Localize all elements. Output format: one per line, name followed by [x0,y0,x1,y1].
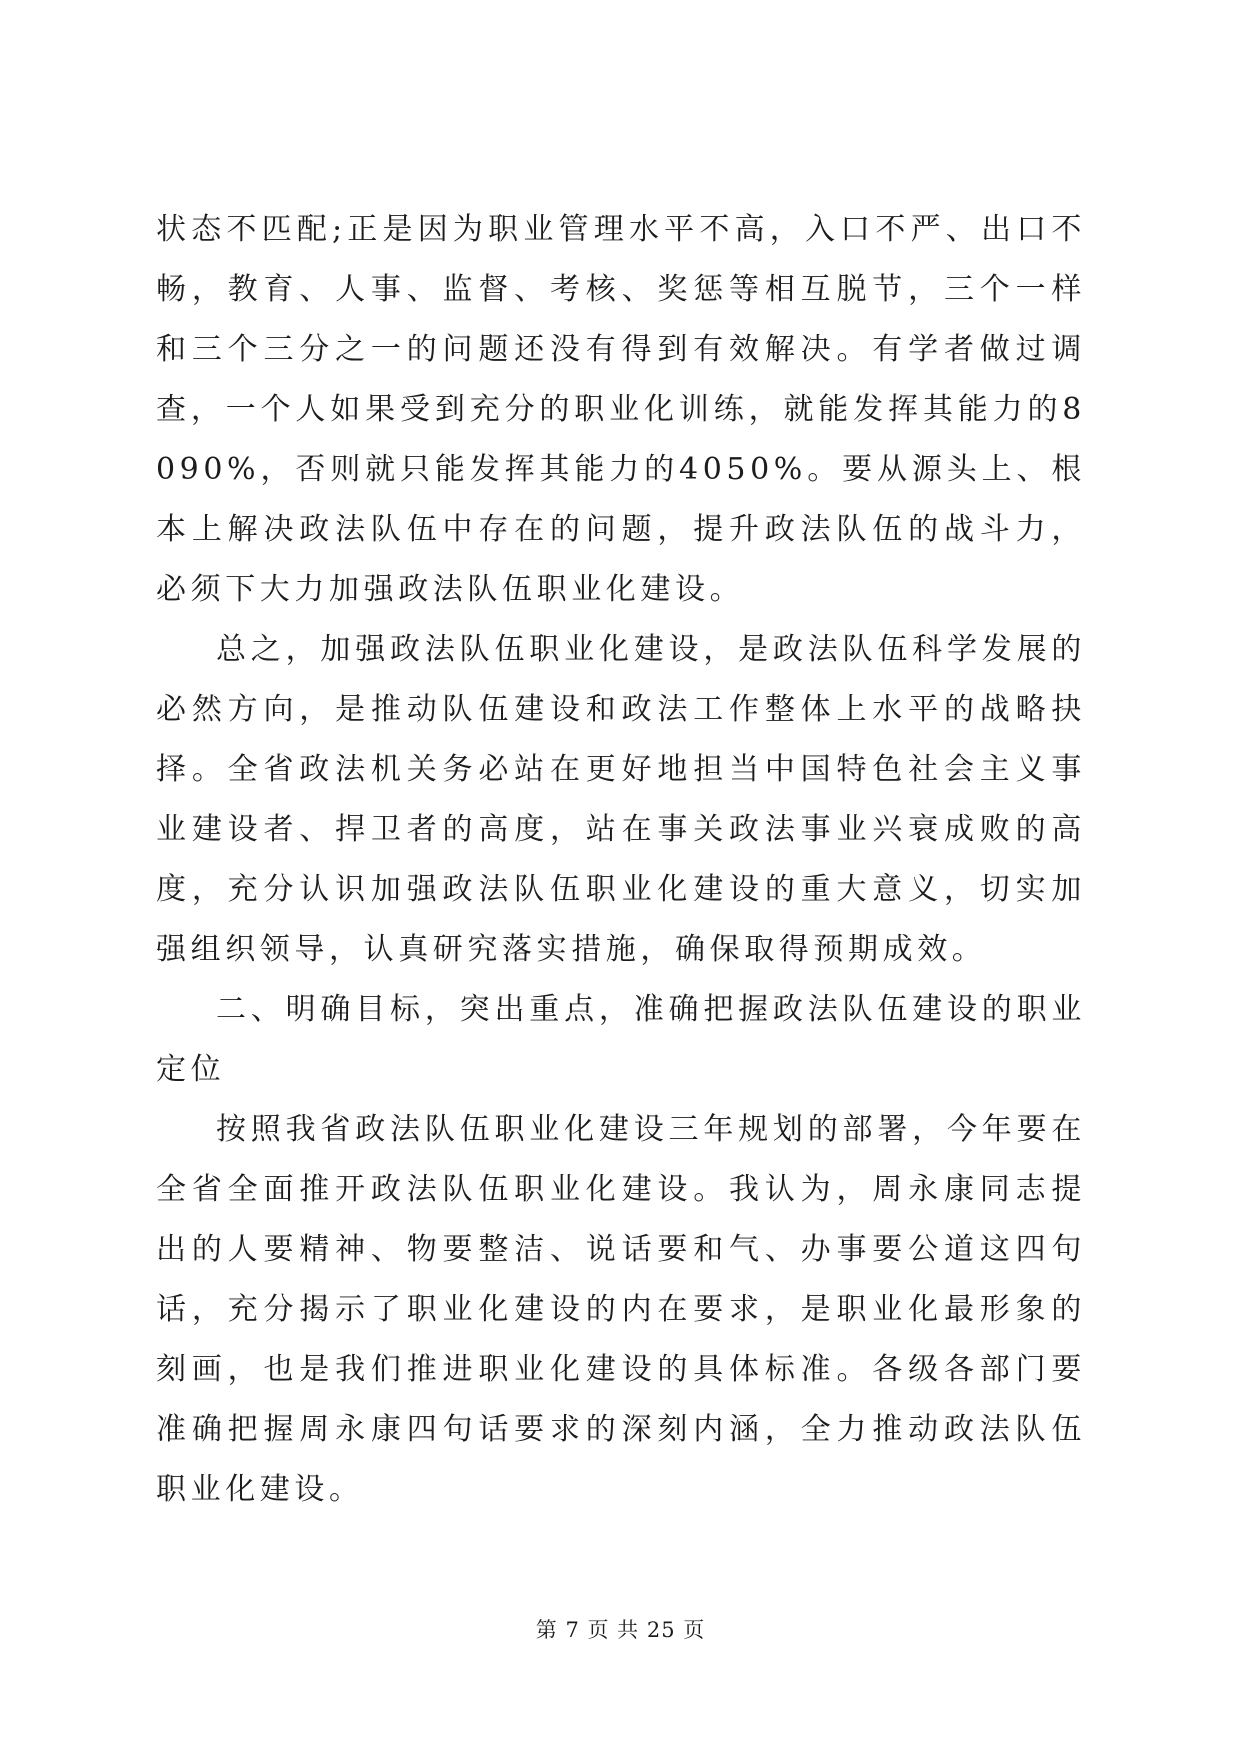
section-heading: 二、明确目标，突出重点，准确把握政法队伍建设的职业定位 [156,992,1086,1087]
paragraph-3: 按照我省政法队伍职业化建设三年规划的部署，今年要在全省全面推开政法队伍职业化建设。我认为，周永康同志提出的人要精神、物要整洁、说话要和气、办事要公道这四句话，充分揭示了职业化建设的内在要求，是职业化最形象的刻画，也是我们推进职业化建设的具体标准。各级各部门要准确把握周永康四句话要求的深刻内涵，全力推动政法队伍职业化建设。 [156,1112,1086,1507]
paragraph-1: 状态不匹配;正是因为职业管理水平不高，入口不严、出口不畅，教育、人事、监督、考核、奖惩等相互脱节，三个一样和三个三分之一的问题还没有得到有效解决。有学者做过调查，一个人如果受到充分的职业化训练，就能发挥其能力的8090%，否则就只能发挥其能力的4050%。要从源头上、根本上解决政法队伍中存在的问题，提升政法队伍的战斗力，必须下大力加强政法队伍职业化建设。 [156,212,1086,607]
page-number-footer: 第 7 页 共 25 页 [535,1618,706,1642]
paragraph-2: 总之，加强政法队伍职业化建设，是政法队伍科学发展的必然方向，是推动队伍建设和政法工作整体上水平的战略抉择。全省政法机关务必站在更好地担当中国特色社会主义事业建设者、捍卫者的高度，站在事关政法事业兴衰成败的高度，充分认识加强政法队伍职业化建设的重大意义，切实加强组织领导，认真研究落实措施，确保取得预期成效。 [156,632,1086,967]
document-body [156,200,1086,1520]
